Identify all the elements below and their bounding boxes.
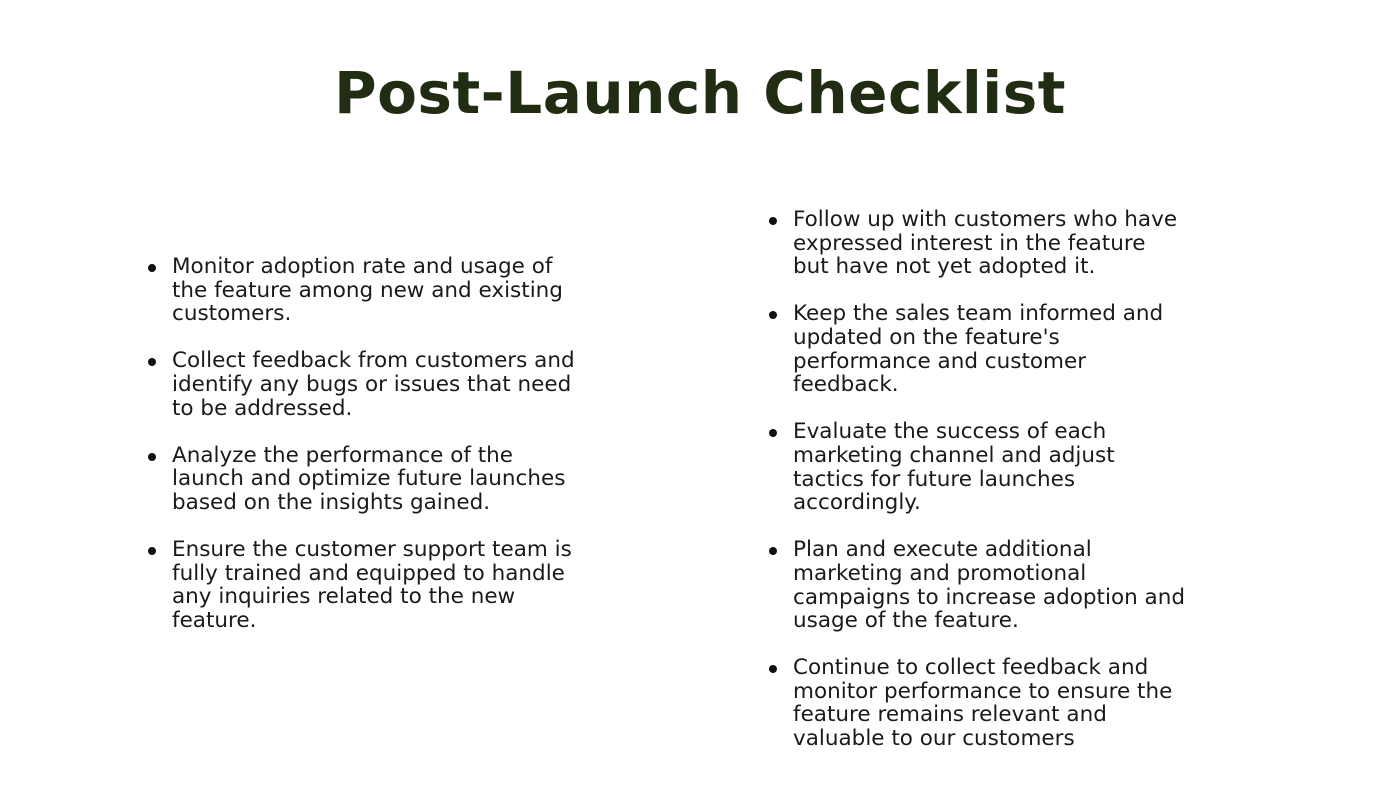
checklist-item-text: Analyze the performance of the launch and optimize future launches based on the insights gained. — [172, 442, 566, 515]
checklist-item — [146, 349, 576, 420]
checklist-item — [146, 255, 576, 326]
checklist-item — [767, 302, 1187, 396]
checklist-item — [767, 420, 1187, 514]
slide-title: Post-Launch Checklist — [334, 59, 1066, 127]
bullet-icon — [769, 547, 777, 555]
checklist-item-text: Plan and execute additional marketing and promotional campaigns to increase adoption and usage of the feature. — [793, 537, 1186, 634]
checklist-item-text: Ensure the customer support team is fully trained and equipped to handle any inquiries related to the new feature. — [172, 537, 572, 633]
checklist-item — [146, 444, 576, 515]
checklist-item-text: Evaluate the success of each marketing channel and adjust tactics for future launches accordingly. — [793, 419, 1115, 516]
checklist-item — [767, 538, 1187, 632]
checklist-item — [146, 538, 576, 632]
checklist-item-text: Keep the sales team informed and updated on the feature's performance and customer feedback. — [793, 301, 1164, 398]
bullet-icon — [148, 358, 156, 366]
right-checklist — [767, 208, 1187, 751]
bullet-icon — [769, 665, 777, 673]
bullet-icon — [769, 217, 777, 225]
bullet-icon — [769, 429, 777, 437]
checklist-item-text: Follow up with customers who have expressed interest in the feature but have not yet adopted it. — [793, 207, 1178, 280]
checklist-item-text: Monitor adoption rate and usage of the feature among new and existing customers. — [172, 254, 563, 327]
bullet-icon — [769, 311, 777, 319]
bullet-icon — [148, 453, 156, 461]
checklist-item-text: Collect feedback from customers and identify any bugs or issues that need to be addressed. — [172, 348, 575, 421]
checklist-item-text: Continue to collect feedback and monitor performance to ensure the feature remains relevant and valuable to our customers — [793, 655, 1173, 752]
checklist-item — [767, 656, 1187, 750]
left-checklist — [146, 255, 576, 633]
checklist-item — [767, 208, 1187, 279]
bullet-icon — [148, 547, 156, 555]
bullet-icon — [148, 264, 156, 272]
